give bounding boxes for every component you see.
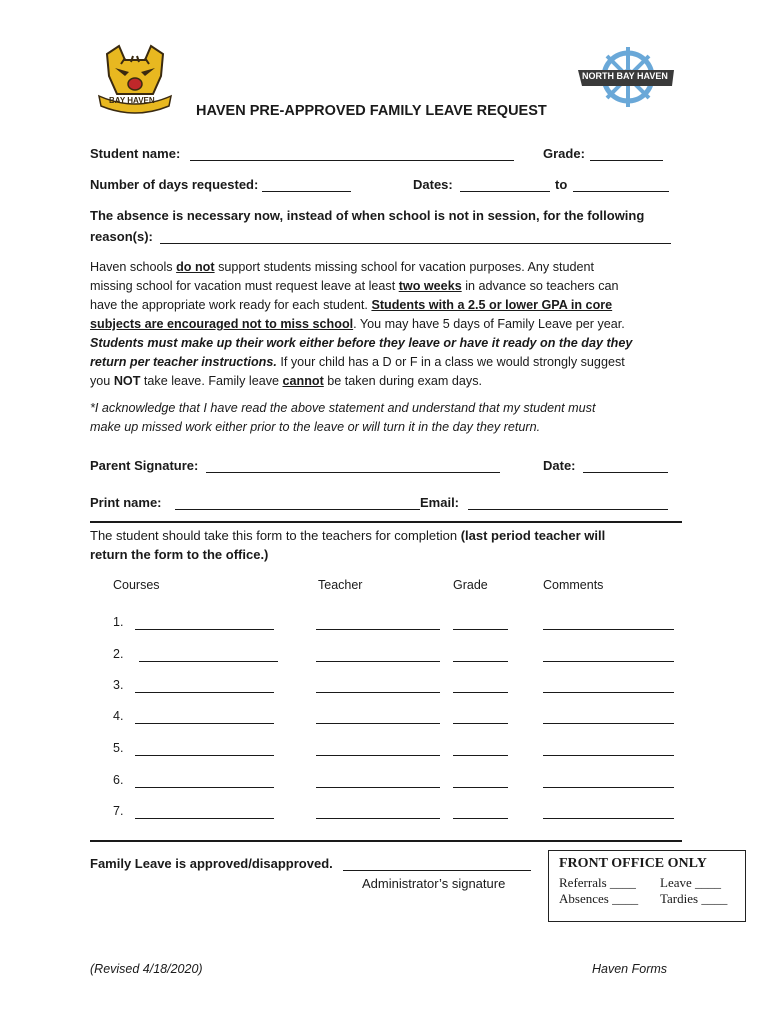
bay-haven-logo-text: BAY HAVEN <box>109 96 155 105</box>
course-field[interactable] <box>135 787 274 788</box>
comments-field[interactable] <box>543 818 674 819</box>
course-row <box>0 709 770 729</box>
student-name-field[interactable] <box>190 160 514 161</box>
course-field[interactable] <box>135 692 274 693</box>
dates-to-label: to <box>555 177 568 192</box>
teacher-field[interactable] <box>316 787 440 788</box>
tardies-field[interactable]: Tardies ____ <box>660 891 728 906</box>
grade-label: Grade: <box>543 146 585 161</box>
course-row <box>0 647 770 667</box>
course-field[interactable] <box>139 661 278 662</box>
grade-field-row[interactable] <box>453 692 508 693</box>
email-label: Email: <box>420 495 460 510</box>
reason-field[interactable] <box>160 243 671 244</box>
teacher-header: Teacher <box>318 578 363 592</box>
teacher-field[interactable] <box>316 661 440 662</box>
comments-field[interactable] <box>543 723 674 724</box>
admin-signature-field[interactable] <box>343 870 531 871</box>
grade-field[interactable] <box>590 160 663 161</box>
course-row <box>0 678 770 698</box>
days-requested-label: Number of days requested: <box>90 177 259 192</box>
front-office-box <box>548 850 746 922</box>
course-row <box>0 804 770 824</box>
row-number: 2. <box>113 647 124 661</box>
course-row <box>0 773 770 793</box>
row-number: 6. <box>113 773 124 787</box>
reason-prompt: The absence is necessary now, instead of when school is not in session, for the following <box>90 208 645 223</box>
comments-field[interactable] <box>543 661 674 662</box>
teacher-instructions: The student should take this form to the teachers for completion (last period teacher will return the form to the office.) <box>90 528 606 562</box>
teacher-field[interactable] <box>316 723 440 724</box>
date-to-field[interactable] <box>573 191 669 192</box>
front-office-title: FRONT OFFICE ONLY <box>559 856 707 871</box>
course-field[interactable] <box>135 629 274 630</box>
teacher-field[interactable] <box>316 629 440 630</box>
grade-field-row[interactable] <box>453 787 508 788</box>
absences-field[interactable]: Absences ____ <box>559 891 639 906</box>
course-row <box>0 741 770 761</box>
grade-field-row[interactable] <box>453 629 508 630</box>
admin-signature-label: Administrator’s signature <box>362 876 506 891</box>
revised-date: (Revised 4/18/2020) <box>90 962 203 976</box>
section-divider-top <box>90 521 682 523</box>
email-field[interactable] <box>468 509 668 510</box>
print-name-label: Print name: <box>90 495 162 510</box>
grade-field-row[interactable] <box>453 661 508 662</box>
date-field[interactable] <box>583 472 668 473</box>
date-label: Date: <box>543 458 576 473</box>
course-row <box>0 615 770 635</box>
comments-field[interactable] <box>543 787 674 788</box>
courses-header: Courses <box>113 578 160 592</box>
section-divider-bottom <box>90 840 682 842</box>
comments-field[interactable] <box>543 629 674 630</box>
leave-field[interactable]: Leave ____ <box>660 875 722 890</box>
north-bay-haven-logo-text: NORTH BAY HAVEN <box>582 71 668 81</box>
row-number: 4. <box>113 709 124 723</box>
dates-label: Dates: <box>413 177 453 192</box>
row-number: 7. <box>113 804 124 818</box>
student-name-label: Student name: <box>90 146 181 161</box>
teacher-field[interactable] <box>316 692 440 693</box>
teacher-field[interactable] <box>316 818 440 819</box>
reason-label: reason(s): <box>90 229 153 244</box>
row-number: 1. <box>113 615 124 629</box>
north-bay-haven-logo <box>576 46 676 108</box>
grade-header: Grade <box>453 578 488 592</box>
haven-forms-label: Haven Forms <box>592 962 668 976</box>
course-field[interactable] <box>135 755 274 756</box>
comments-field[interactable] <box>543 692 674 693</box>
grade-field-row[interactable] <box>453 818 508 819</box>
course-field[interactable] <box>135 818 274 819</box>
parent-signature-field[interactable] <box>206 472 500 473</box>
comments-header: Comments <box>543 578 604 592</box>
grade-field-row[interactable] <box>453 755 508 756</box>
grade-field-row[interactable] <box>453 723 508 724</box>
date-from-field[interactable] <box>460 191 550 192</box>
approval-label: Family Leave is approved/disapproved. <box>90 856 333 871</box>
teacher-field[interactable] <box>316 755 440 756</box>
referrals-field[interactable]: Referrals ____ <box>559 875 636 890</box>
days-requested-field[interactable] <box>262 191 351 192</box>
row-number: 5. <box>113 741 124 755</box>
policy-paragraph: Haven schools do not support students missing school for vacation purposes. Any student missing school for vacation must request leave at least two weeks in advance so teachers can have the appropriate work ready for each student. Students with a 2.5 or lower GPA in core subjects are encouraged not to miss school. You may have 5 days of Family Leave per year. Students must make up their work either before they leave or have it ready on the day they return per teacher instructions. If your child has a D or F in a class we would strongly suggest you NOT take leave. Family leave cannot be taken during exam days. <box>90 260 633 388</box>
bay-haven-logo <box>95 44 175 116</box>
parent-signature-label: Parent Signature: <box>90 458 199 473</box>
course-field[interactable] <box>135 723 274 724</box>
comments-field[interactable] <box>543 755 674 756</box>
row-number: 3. <box>113 678 124 692</box>
page-title: HAVEN PRE-APPROVED FAMILY LEAVE REQUEST <box>196 103 547 119</box>
print-name-field[interactable] <box>175 509 420 510</box>
acknowledgement: *I acknowledge that I have read the above statement and understand that my student must make up missed work either prior to the leave or will turn it in the day they return. <box>90 401 596 434</box>
